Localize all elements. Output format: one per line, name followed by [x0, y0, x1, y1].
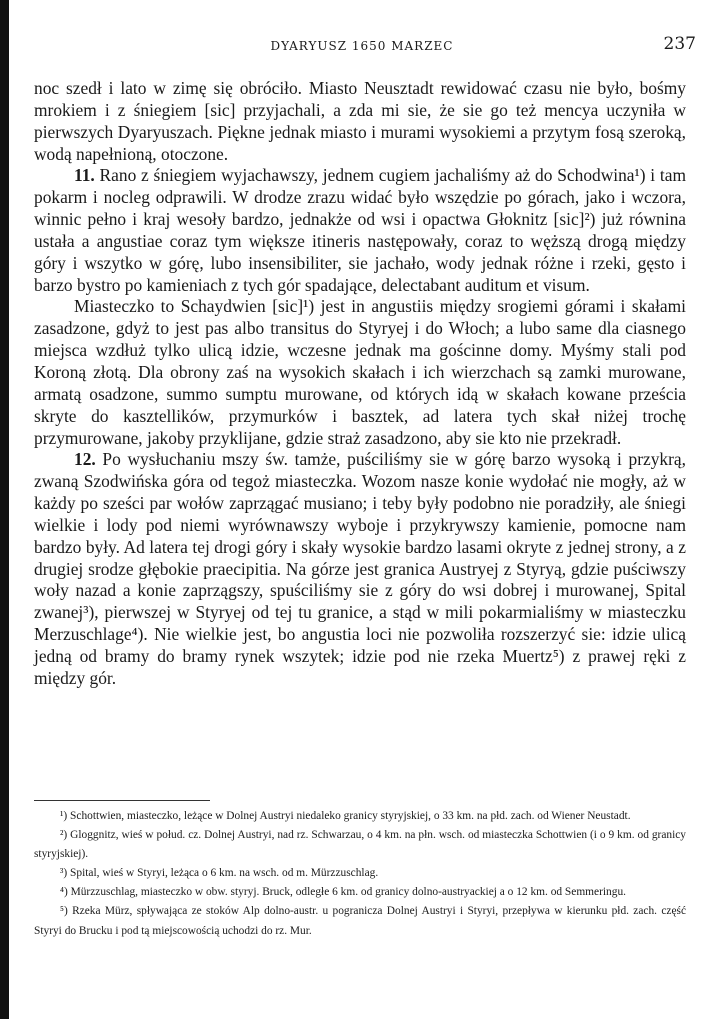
main-text	[34, 78, 686, 690]
diary-entry-11	[34, 165, 686, 296]
footnote-4: ⁴) Mürzzuschlag, miasteczko w obw. styryj. Bruck, odległe 6 km. od granicy dolno-austryackiej a o 12 km. od Semmeringu.	[60, 886, 626, 899]
entry-number-11: 11.	[74, 165, 95, 186]
footnote-1: ¹) Schottwien, miasteczko, leżące w Dolnej Austryi niedaleko granicy styryjskiej, o 33 km. na płd. zach. od Wiener Neustadt.	[60, 810, 631, 822]
footnote-3: ³) Spital, wieś w Styryi, leżąca o 6 km. na wsch. od m. Mürzzuschlag.	[60, 867, 379, 880]
footnote-5: ⁵) Rzeka Mürz, spływająca ze stoków Alp dolno-austr. u pogranicza Dolnej Austryi i Styryi, przepływa w kierunku płd. zach. część Styryi do Brucku i pod tą miejscowością uchodzi do rz. Mur.	[34, 905, 686, 937]
running-title: DYARYUSZ 1650 MARZEC	[270, 39, 454, 53]
entry-text-12: Po wysłuchaniu mszy św. tamże, puściliśmy sie w górę barzo wysoką i przykrą, zwaną Szodwińska góra od tegoż miasteczka. Wozom nasze konie wydołać nie mogły, aż w każdy po sześci par wołów zaprzągać musiano; i teby były podobno nie poradziły, ale śniegi wielkie i lody pod niemi wyrównawszy wyboje i przykrywszy kamienie, pomocne nam bardzo były. Ad latera tej drogi góry i skały wysokie bardzo lasami okryte z jednej strony, a z drugiej srodze głębokie praecipitia. Na górze jest granica Austryej z Styryą, gdzie puściwszy woły nazad a konie zaprzągszy, spuściliśmy sie z góry do wsi dobrej i murowanej, Spital zwanej³), pierwszej w Styryej od tej tu granice, a stąd w mili pokarmialiśmy w miasteczku Merzuschlage⁴). Nie wielkie jest, bo angustia loci nie pozwoliła rozszerzyć sie: idzie ulicą jedną od bramy do bramy rynek wszytek; idzie pod nie rzeka Muertz⁵) z prawej ręki z między gór.	[34, 449, 686, 688]
page-number: 237	[663, 34, 696, 54]
paragraph-continuation: noc szedł i lato w zimę się obróciło. Miasto Neusztadt rewidować czasu nie było, bośmy mrokiem i z śniegiem [sic] przyjachali, a zda mi sie, że sie go też mencya uczyniła w pierwszych Dyaryuszach. Piękne jednak miasto i murami wysokiemi a przytym fosą szeroką, wodą napełnioną, otoczone.	[34, 78, 686, 164]
footnote-rule	[34, 800, 210, 801]
entry-text-11: Rano z śniegiem wyjachawszy, jednem cugiem jachaliśmy aż do Schodwina¹) i tam pokarm i nocleg odprawili. W drodze zrazu widać było wszędzie po górach, jako i wczora, winnic pełno i kraj wesoły bardzo, jednakże od wsi i opactwa Głoknitz [sic]²) już równina ustała a angustiae coraz tym większe itineris następowały, coraz to węższą drogą między góry i wszytko w górę, lubo insensibiliter, sie jachało, wody jednak różne i rzeki, gęsto i barzo bystro po kamieniach z tych gór spadające, delectabant auditum et visum.	[34, 165, 686, 295]
entry-number-12: 12.	[74, 449, 96, 470]
footnote-2: ²) Gloggnitz, wieś w połud. cz. Dolnej Austryi, nad rz. Schwarzau, o 4 km. na płn. wsch. od miasteczka Schottwien (i o 9 km. od granicy styryjskiej).	[34, 829, 686, 861]
page-header	[28, 34, 696, 56]
paragraph-schaydwien: Miasteczko to Schaydwien [sic]¹) jest in angustiis między srogiemi górami i skałami zasadzone, gdyż to jest pas albo transitus do Styryej i do Włoch; a lubo same dla ciasnego miejsca wzdłuż tylko ulicą idzie, wczesne jednak ma gościnne domy. Myśmy stali pod Koroną złotą. Dla obrony zaś na wysokich skałach i ich wierzchach są zamki murowane, armatą osadzone, summo sumptu murowane, od których idą w skałach kowane prześcia skryte do kasztellików, przymurków i basztek, ad latera tych skał niżej trochę przymurowane, jakoby przyklijane, gdzie straż zasadzono, aby sie kto nie przekradł.	[34, 296, 686, 448]
binding-edge	[0, 0, 9, 1019]
diary-entry-12	[34, 449, 686, 689]
footnotes	[34, 807, 686, 941]
